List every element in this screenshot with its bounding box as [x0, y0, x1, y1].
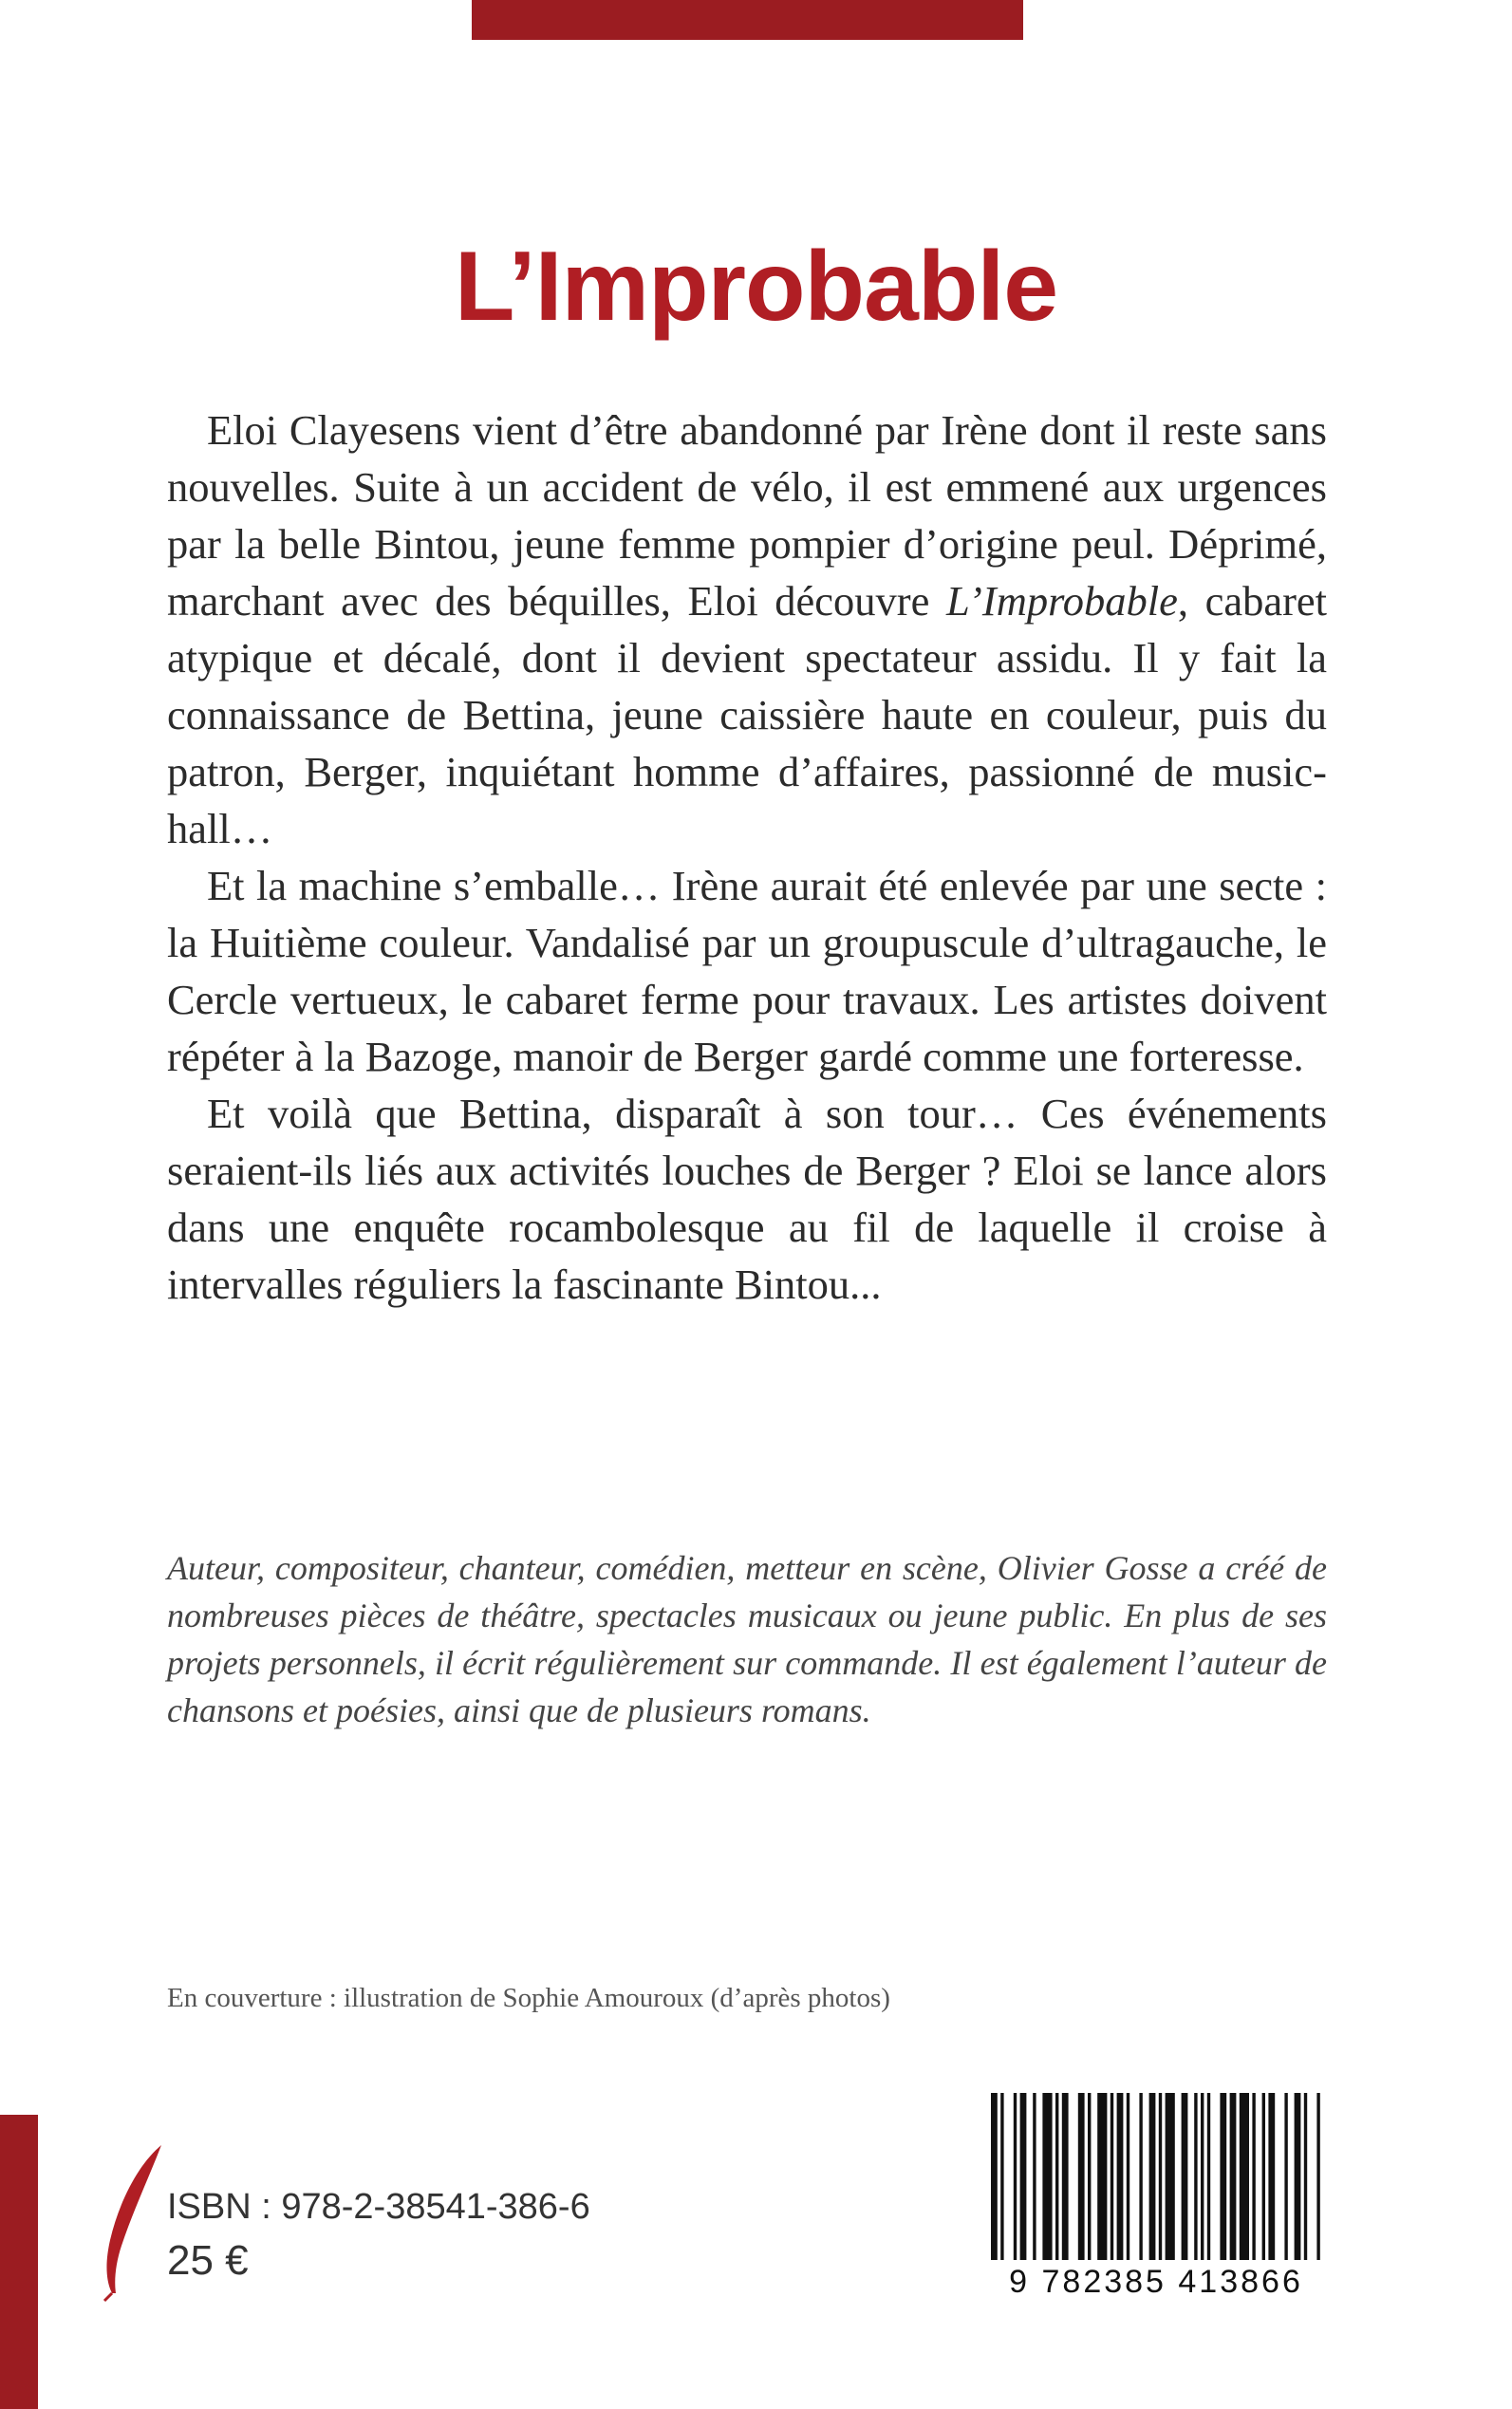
barcode-bar: [1159, 2093, 1162, 2260]
blurb-paragraph-2: Et la machine s’emballe… Irène aurait été enlevée par une secte : la Huitième couleur. Vandalisé par un groupuscule d’ultragauche, le Cercle vertueux, le cabaret ferme pour travaux. Les artistes doivent répéter à la Bazoge, manoir de Berger gardé comme une forteresse.: [167, 862, 1327, 1080]
barcode-bar: [1268, 2093, 1275, 2260]
cover-credit: En couverture : illustration de Sophie Amouroux (d’après photos): [167, 1983, 890, 2013]
barcode-bar: [1000, 2093, 1003, 2260]
author-bio: [167, 1544, 1327, 1734]
barcode-bar: [991, 2093, 998, 2260]
barcode-bar: [1201, 2093, 1204, 2260]
isbn-text: ISBN : 978-2-38541-386-6: [167, 2187, 590, 2227]
barcode-bars: [980, 2087, 1333, 2268]
barcode-bar: [1166, 2093, 1175, 2260]
barcode-bar: [1078, 2093, 1085, 2260]
barcode-bar: [1020, 2093, 1027, 2260]
barcode-digits: 9 782385 413866: [1009, 2264, 1303, 2300]
barcode-bar: [1139, 2093, 1142, 2260]
barcode-bar: [1088, 2093, 1091, 2260]
blurb-paragraph-3: Et voilà que Bettina, disparaît à son tour… Ces événements seraient-ils liés aux activités louches de Berger ? Eloi se lance alors dans une enquête rocambolesque au fil de laquelle il croise à intervalles réguliers la fascinante Bintou...: [167, 1090, 1327, 1308]
price-text: 25 €: [167, 2237, 249, 2284]
barcode-bar: [1062, 2093, 1069, 2260]
back-cover-blurb: [167, 402, 1327, 1313]
novel-title-italic: L’Improbable: [945, 577, 1178, 625]
barcode-bar: [1149, 2093, 1156, 2260]
barcode: [980, 2087, 1333, 2311]
barcode-bar: [1055, 2093, 1058, 2260]
barcode-bar: [1117, 2093, 1124, 2260]
barcode-bar: [1097, 2093, 1107, 2260]
quill-feather-icon: [95, 2141, 171, 2303]
barcode-bar: [1111, 2093, 1113, 2260]
blurb-paragraph-1: Eloi Clayesens vient d’être abandonné par Irène dont il reste sans nouvelles. Suite à un accident de vélo, il est emmené aux urgences par la belle Bintou, jeune femme pompier d’origine peul. Déprimé, marchant avec des béquilles, Eloi découvre L’Improbable, cabaret atypique et décalé, dont il devient spectateur assidu. Il y fait la connaissance de Bettina, jeune caissière haute en couleur, puis du patron, Berger, inquiétant homme d’affaires, passionné de music-hall…: [167, 406, 1328, 852]
top-accent-bar: [472, 0, 1023, 40]
barcode-bar: [1230, 2093, 1237, 2260]
barcode-bar: [1014, 2093, 1017, 2260]
barcode-bar: [1182, 2093, 1188, 2260]
barcode-bar: [1295, 2093, 1301, 2260]
barcode-bar: [1252, 2093, 1255, 2260]
book-title: L’Improbable: [454, 231, 1058, 342]
barcode-bar: [1194, 2093, 1197, 2260]
barcode-bar: [1033, 2093, 1036, 2260]
barcode-bar: [1042, 2093, 1052, 2260]
author-bio-text: Auteur, compositeur, chanteur, comédien, metteur en scène, Olivier Gosse a créé de nombreuses pièces de théâtre, spectacles musicaux ou jeune public. En plus de ses projets personnels, il écrit régulièrement sur commande. Il est également l’auteur de chansons et poésies, ainsi que de plusieurs romans.: [167, 1549, 1327, 1729]
barcode-bar: [1127, 2093, 1129, 2260]
barcode-bar: [1262, 2093, 1265, 2260]
barcode-bar: [1207, 2093, 1210, 2260]
barcode-bar: [1240, 2093, 1249, 2260]
barcode-bar: [1220, 2093, 1226, 2260]
barcode-bar: [1316, 2093, 1319, 2260]
barcode-bar: [1284, 2093, 1287, 2260]
barcode-bar: [1304, 2093, 1307, 2260]
side-accent-bar: [0, 2115, 38, 2409]
